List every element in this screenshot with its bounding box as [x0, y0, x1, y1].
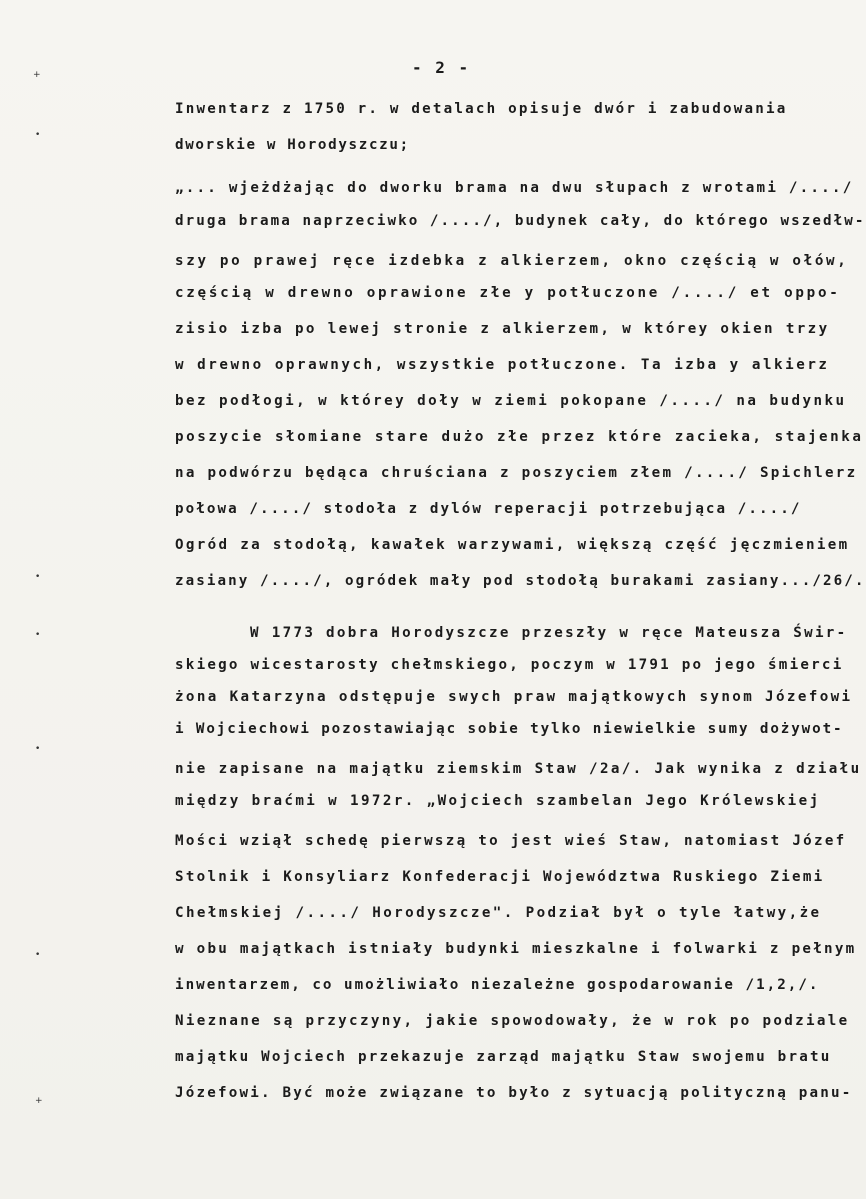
- margin-mark: •: [35, 950, 41, 960]
- text-line: Nieznane są przyczyny, jakie spowodowały, że w rok po podziale: [175, 1013, 850, 1029]
- text-line: nie zapisane na majątku ziemskim Staw /2a/. Jak wynika z działu: [175, 761, 862, 777]
- text-line: między braćmi w 1972r. „Wojciech szambelan Jego Królewskiej: [175, 793, 821, 809]
- text-line: zasiany /..../, ogródek mały pod stodołą burakami zasiany.../26/.: [175, 573, 866, 589]
- text-line: zisio izba po lewej stronie z alkierzem, w którey okien trzy: [175, 321, 830, 337]
- text-line: Mości wziął schedę pierwszą to jest wieś Staw, natomiast Józef: [175, 833, 847, 849]
- text-line: połowa /..../ stodoła z dylów reperacji potrzebująca /..../: [175, 501, 802, 517]
- text-line: Inwentarz z 1750 r. w detalach opisuje dwór i zabudowania: [175, 101, 788, 117]
- margin-mark: •: [35, 572, 41, 582]
- text-line: Chełmskiej /..../ Horodyszcze". Podział był o tyle łatwy,że: [175, 905, 822, 921]
- text-line: w drewno oprawnych, wszystkie potłuczone. Ta izba y alkierz: [175, 357, 830, 373]
- text-line: Józefowi. Być może związane to było z sytuacją polityczną panu-: [175, 1085, 853, 1101]
- text-line: w obu majątkach istniały budynki mieszkalne i folwarki z pełnym: [175, 941, 857, 957]
- text-line: inwentarzem, co umożliwiało niezależne gospodarowanie /1,2,/.: [175, 977, 820, 993]
- text-line: dworskie w Horodyszczu;: [175, 137, 410, 153]
- text-line: Stolnik i Konsyliarz Konfederacji Województwa Ruskiego Ziemi: [175, 869, 825, 885]
- margin-mark: +: [33, 70, 41, 80]
- text-line: majątku Wojciech przekazuje zarząd majątku Staw swojemu bratu: [175, 1049, 832, 1065]
- text-line: częścią w drewno oprawione złe y potłuczone /..../ et oppo-: [175, 285, 841, 301]
- text-line: poszycie słomiane stare dużo złe przez które zacieka, stajenka: [175, 429, 864, 445]
- text-line: Ogród za stodołą, kawałek warzywami, większą część jęczmieniem: [175, 537, 850, 553]
- text-line: „... wjeżdżając do dworku brama na dwu słupach z wrotami /..../: [175, 180, 854, 196]
- text-line: szy po prawej ręce izdebka z alkierzem, okno częścią w ołów,: [175, 253, 849, 269]
- margin-mark: +: [35, 1096, 43, 1106]
- text-line: żona Katarzyna odstępuje swych praw majątkowych synom Józefowi: [175, 689, 853, 705]
- text-line: skiego wicestarosty chełmskiego, poczym w 1791 po jego śmierci: [175, 657, 844, 673]
- text-line: druga brama naprzeciwko /..../, budynek cały, do którego wszedłw-: [175, 213, 866, 229]
- margin-mark: •: [35, 130, 41, 140]
- text-line: i Wojciechowi pozostawiając sobie tylko niewielkie sumy dożywot-: [175, 721, 844, 737]
- text-line: na podwórzu będąca chruściana z poszyciem złem /..../ Spichlerz: [175, 465, 858, 481]
- page-number: - 2 -: [412, 58, 471, 77]
- margin-mark: •: [35, 744, 41, 754]
- text-line: bez podłogi, w którey doły w ziemi pokopane /..../ na budynku: [175, 393, 847, 409]
- text-line: W 1773 dobra Horodyszcze przeszły w ręce Mateusza Świr-: [250, 625, 848, 641]
- margin-mark: •: [35, 630, 41, 640]
